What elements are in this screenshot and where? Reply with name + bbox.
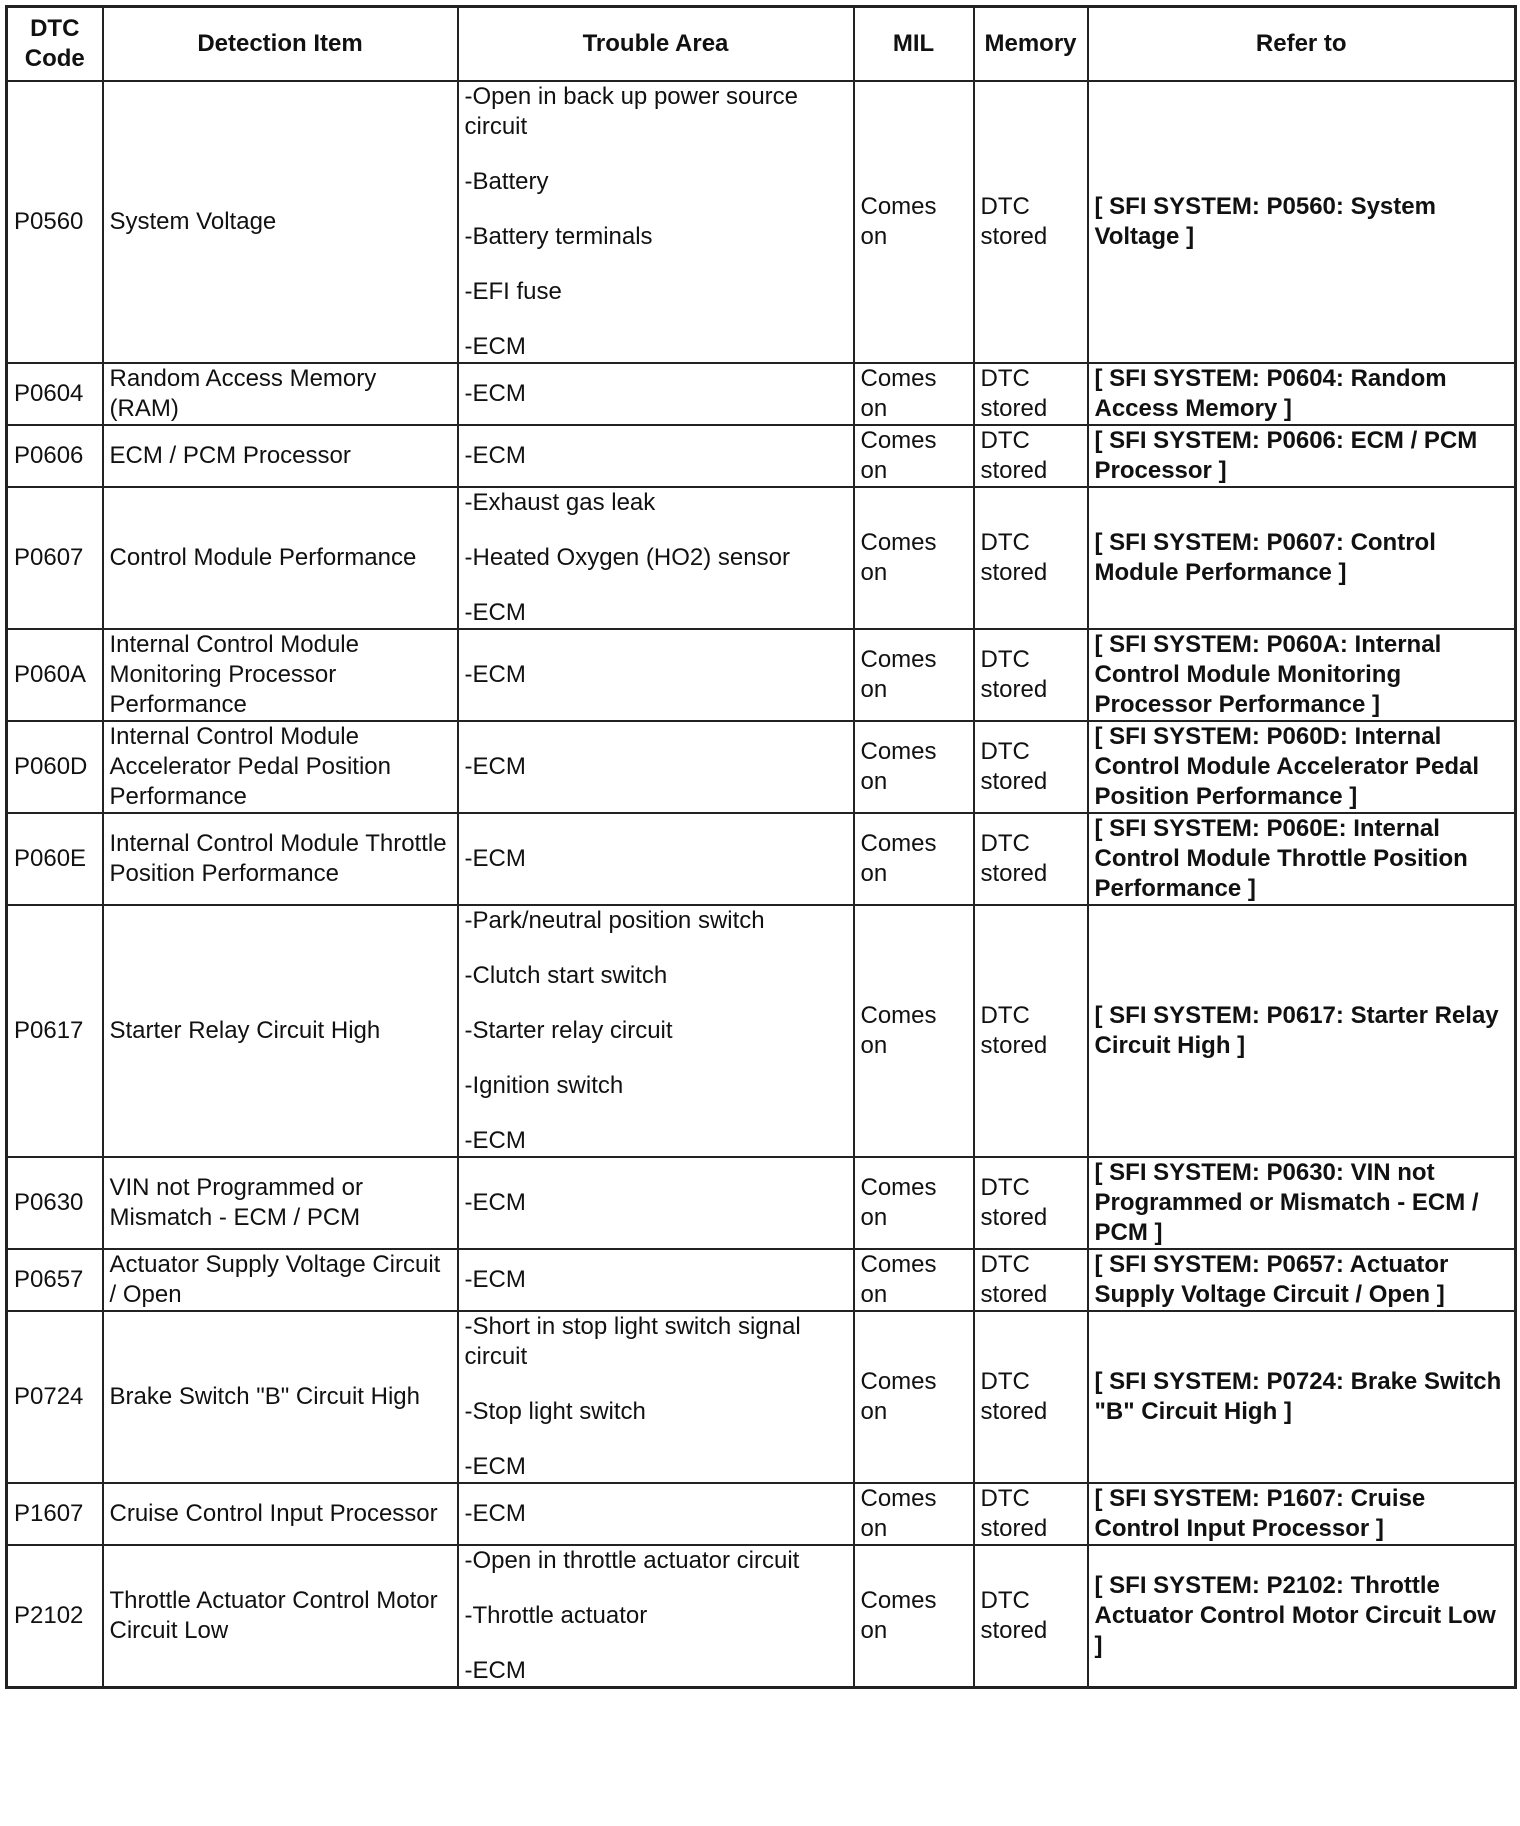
table-row	[7, 487, 1516, 629]
dtc-code-cell: P060A	[7, 629, 103, 721]
trouble-area-item: -Open in back up power source circuit	[464, 83, 799, 140]
detection-item-cell: Cruise Control Input Processor	[103, 1483, 458, 1545]
memory-cell: DTC stored	[974, 721, 1088, 813]
memory-cell: DTC stored	[974, 1545, 1088, 1688]
trouble-area-cell	[458, 1311, 854, 1483]
trouble-area-item: -Ignition switch	[464, 1072, 624, 1099]
trouble-area-item: -Clutch start switch	[464, 962, 668, 989]
refer-to-cell: [ SFI SYSTEM: P0560: System Voltage ]	[1088, 81, 1516, 363]
trouble-area-cell	[458, 425, 854, 487]
memory-cell: DTC stored	[974, 813, 1088, 905]
mil-cell: Comes on	[854, 425, 974, 487]
header-memory: Memory	[974, 7, 1088, 82]
trouble-area-item: -ECM	[464, 333, 526, 360]
mil-cell: Comes on	[854, 905, 974, 1157]
table-row	[7, 1157, 1516, 1249]
trouble-area-item: -Battery	[464, 168, 549, 195]
refer-to-cell: [ SFI SYSTEM: P0606: ECM / PCM Processor ]	[1088, 425, 1516, 487]
dtc-code-cell: P0724	[7, 1311, 103, 1483]
trouble-area-item: -ECM	[464, 753, 526, 780]
dtc-code-cell: P0657	[7, 1249, 103, 1311]
memory-cell: DTC stored	[974, 1249, 1088, 1311]
trouble-area-item: -Park/neutral position switch	[464, 907, 765, 934]
table-row	[7, 363, 1516, 425]
trouble-area-cell	[458, 487, 854, 629]
trouble-area-item: -ECM	[464, 1189, 526, 1216]
refer-to-cell: [ SFI SYSTEM: P0657: Actuator Supply Voltage Circuit / Open ]	[1088, 1249, 1516, 1311]
trouble-area-item: -ECM	[464, 1453, 526, 1480]
detection-item-cell: Random Access Memory (RAM)	[103, 363, 458, 425]
refer-to-cell: [ SFI SYSTEM: P0617: Starter Relay Circuit High ]	[1088, 905, 1516, 1157]
trouble-area-item: -ECM	[464, 1266, 526, 1293]
detection-item-cell: Actuator Supply Voltage Circuit / Open	[103, 1249, 458, 1311]
dtc-code-cell: P0606	[7, 425, 103, 487]
trouble-area-item: -Starter relay circuit	[464, 1017, 673, 1044]
trouble-area-item: -Exhaust gas leak	[464, 489, 656, 516]
trouble-area-item: -Throttle actuator	[464, 1602, 648, 1629]
table-body	[7, 81, 1516, 1688]
refer-to-cell: [ SFI SYSTEM: P0630: VIN not Programmed or Mismatch - ECM / PCM ]	[1088, 1157, 1516, 1249]
detection-item-cell: Internal Control Module Throttle Position Performance	[103, 813, 458, 905]
table-row	[7, 1483, 1516, 1545]
trouble-area-item: -Battery terminals	[464, 223, 653, 250]
table-header-row	[7, 7, 1516, 82]
trouble-area-item: -ECM	[464, 442, 526, 469]
mil-cell: Comes on	[854, 487, 974, 629]
detection-item-cell: VIN not Programmed or Mismatch - ECM / PCM	[103, 1157, 458, 1249]
refer-to-cell: [ SFI SYSTEM: P060A: Internal Control Module Monitoring Processor Performance ]	[1088, 629, 1516, 721]
refer-to-cell: [ SFI SYSTEM: P2102: Throttle Actuator Control Motor Circuit Low ]	[1088, 1545, 1516, 1688]
trouble-area-item: -Heated Oxygen (HO2) sensor	[464, 544, 790, 571]
trouble-area-item: -ECM	[464, 599, 526, 626]
dtc-code-cell: P0607	[7, 487, 103, 629]
dtc-code-cell: P1607	[7, 1483, 103, 1545]
trouble-area-item: -ECM	[464, 1657, 526, 1684]
detection-item-cell: System Voltage	[103, 81, 458, 363]
trouble-area-item: -ECM	[464, 1127, 526, 1154]
trouble-area-item: -Open in throttle actuator circuit	[464, 1547, 800, 1574]
detection-item-cell: Starter Relay Circuit High	[103, 905, 458, 1157]
trouble-area-item: -ECM	[464, 1500, 526, 1527]
header-dtc-code: DTC Code	[7, 7, 103, 82]
dtc-code-cell: P060E	[7, 813, 103, 905]
trouble-area-cell	[458, 1249, 854, 1311]
refer-to-cell: [ SFI SYSTEM: P1607: Cruise Control Input Processor ]	[1088, 1483, 1516, 1545]
table-row	[7, 905, 1516, 1157]
memory-cell: DTC stored	[974, 629, 1088, 721]
refer-to-cell: [ SFI SYSTEM: P060E: Internal Control Module Throttle Position Performance ]	[1088, 813, 1516, 905]
mil-cell: Comes on	[854, 1157, 974, 1249]
detection-item-cell: Brake Switch "B" Circuit High	[103, 1311, 458, 1483]
dtc-code-cell: P0560	[7, 81, 103, 363]
detection-item-cell: Internal Control Module Monitoring Processor Performance	[103, 629, 458, 721]
memory-cell: DTC stored	[974, 1157, 1088, 1249]
header-detection-item: Detection Item	[103, 7, 458, 82]
mil-cell: Comes on	[854, 1311, 974, 1483]
trouble-area-cell	[458, 1545, 854, 1688]
memory-cell: DTC stored	[974, 425, 1088, 487]
table-row	[7, 1545, 1516, 1688]
table-row	[7, 1249, 1516, 1311]
trouble-area-item: -Stop light switch	[464, 1398, 646, 1425]
trouble-area-cell	[458, 81, 854, 363]
header-mil: MIL	[854, 7, 974, 82]
trouble-area-item: -Short in stop light switch signal circuit	[464, 1313, 801, 1370]
mil-cell: Comes on	[854, 81, 974, 363]
mil-cell: Comes on	[854, 721, 974, 813]
refer-to-cell: [ SFI SYSTEM: P0607: Control Module Performance ]	[1088, 487, 1516, 629]
refer-to-cell: [ SFI SYSTEM: P060D: Internal Control Module Accelerator Pedal Position Performance ]	[1088, 721, 1516, 813]
mil-cell: Comes on	[854, 1545, 974, 1688]
mil-cell: Comes on	[854, 813, 974, 905]
trouble-area-cell	[458, 363, 854, 425]
memory-cell: DTC stored	[974, 1311, 1088, 1483]
dtc-table	[5, 5, 1517, 1689]
trouble-area-item: -ECM	[464, 661, 526, 688]
table-row	[7, 813, 1516, 905]
mil-cell: Comes on	[854, 629, 974, 721]
dtc-code-cell: P060D	[7, 721, 103, 813]
trouble-area-cell	[458, 721, 854, 813]
trouble-area-item: -ECM	[464, 845, 526, 872]
trouble-area-cell	[458, 629, 854, 721]
detection-item-cell: Throttle Actuator Control Motor Circuit Low	[103, 1545, 458, 1688]
table-row	[7, 81, 1516, 363]
detection-item-cell: Internal Control Module Accelerator Pedal Position Performance	[103, 721, 458, 813]
trouble-area-cell	[458, 905, 854, 1157]
memory-cell: DTC stored	[974, 487, 1088, 629]
dtc-code-cell: P2102	[7, 1545, 103, 1688]
mil-cell: Comes on	[854, 1249, 974, 1311]
table-row	[7, 721, 1516, 813]
trouble-area-cell	[458, 1483, 854, 1545]
memory-cell: DTC stored	[974, 81, 1088, 363]
memory-cell: DTC stored	[974, 905, 1088, 1157]
trouble-area-item: -ECM	[464, 380, 526, 407]
table-row	[7, 629, 1516, 721]
mil-cell: Comes on	[854, 1483, 974, 1545]
dtc-code-cell: P0617	[7, 905, 103, 1157]
trouble-area-item: -EFI fuse	[464, 278, 562, 305]
memory-cell: DTC stored	[974, 363, 1088, 425]
header-refer-to: Refer to	[1088, 7, 1516, 82]
table-row	[7, 1311, 1516, 1483]
trouble-area-cell	[458, 813, 854, 905]
detection-item-cell: Control Module Performance	[103, 487, 458, 629]
memory-cell: DTC stored	[974, 1483, 1088, 1545]
dtc-code-cell: P0604	[7, 363, 103, 425]
detection-item-cell: ECM / PCM Processor	[103, 425, 458, 487]
dtc-code-cell: P0630	[7, 1157, 103, 1249]
trouble-area-cell	[458, 1157, 854, 1249]
table-row	[7, 425, 1516, 487]
header-trouble-area: Trouble Area	[458, 7, 854, 82]
mil-cell: Comes on	[854, 363, 974, 425]
refer-to-cell: [ SFI SYSTEM: P0604: Random Access Memory ]	[1088, 363, 1516, 425]
refer-to-cell: [ SFI SYSTEM: P0724: Brake Switch "B" Circuit High ]	[1088, 1311, 1516, 1483]
dtc-table-container	[5, 5, 1514, 1689]
